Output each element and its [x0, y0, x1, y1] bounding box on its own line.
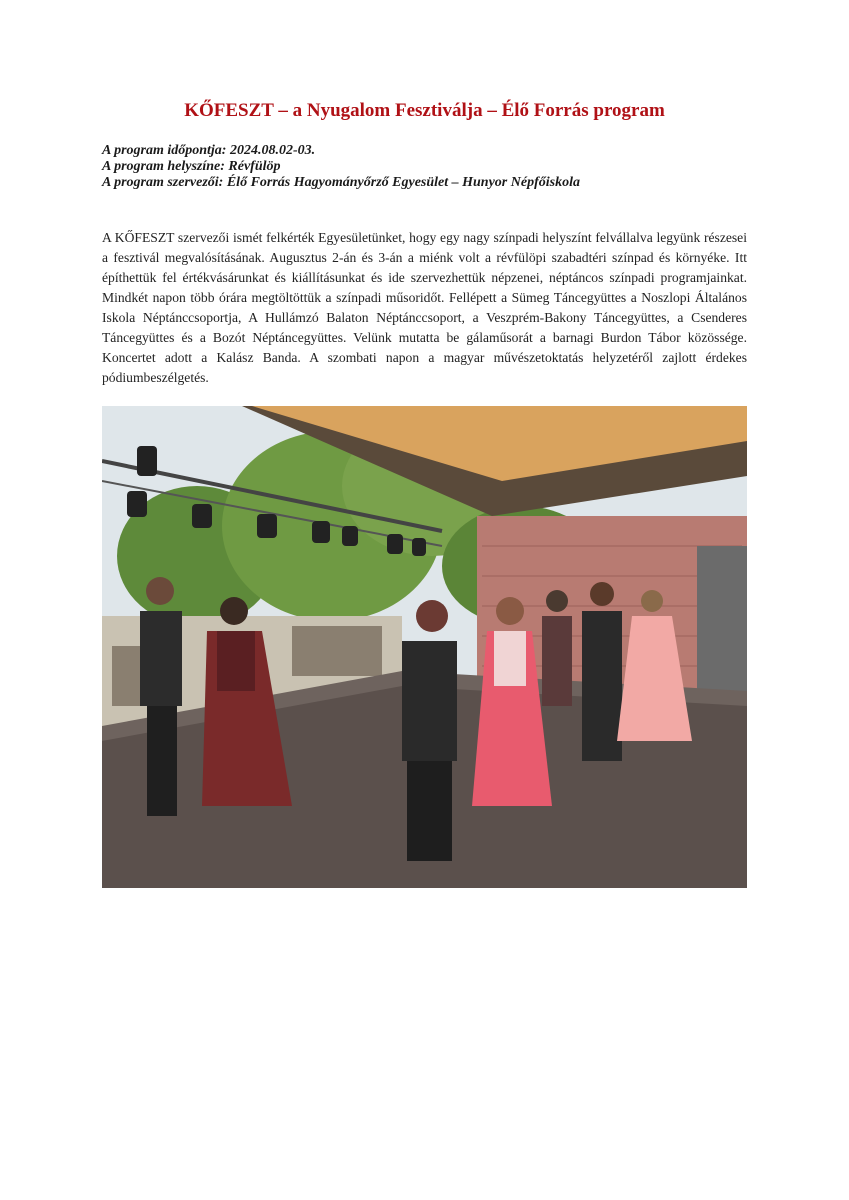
program-meta [102, 143, 762, 191]
body-paragraph: A KŐFESZT szervezői ismét felkérték Egyesületünket, hogy egy nagy színpadi helyszínt felvállalva legyünk részesei a fesztivál megvalósításának. Augusztus 2-án és 3-án a miénk volt a révfülöpi szabadtéri színpad és környéke. Itt építhettük fel értékvásárunkat és kiállításunkat és ide szervezhettük népzenei, néptáncos színpadi programjainkat. Mindkét napon több órára megtöltöttük a színpadi műsoridőt. Fellépett a Sümeg Táncegyüttes a Noszlopi Általános Iskola Néptánccsoportja, A Hullámzó Balaton Néptánccsoport, a Veszprém-Bakony Táncegyüttes, a Csenderes Táncegyüttes és a Bozót Néptáncegyüttes. Velünk mutatta be gálaműsorát a barnagi Burdon Tábor közössége. Koncertet adott a Kalász Banda. A szombati napon a magyar művészetoktatás helyzetéről zajlott érdekes pódiumbeszélgetés. [102, 230, 747, 385]
document-title: KŐFESZT – a Nyugalom Fesztiválja – Élő Forrás program [184, 100, 665, 121]
program-organizers: A program szervezői: Élő Forrás Hagyományőrző Egyesület – Hunyor Népfőiskola [102, 175, 580, 190]
program-location: A program helyszíne: Révfülöp [102, 159, 281, 174]
program-date: A program időpontja: 2024.08.02-03. [102, 143, 316, 158]
event-photo [102, 406, 747, 888]
